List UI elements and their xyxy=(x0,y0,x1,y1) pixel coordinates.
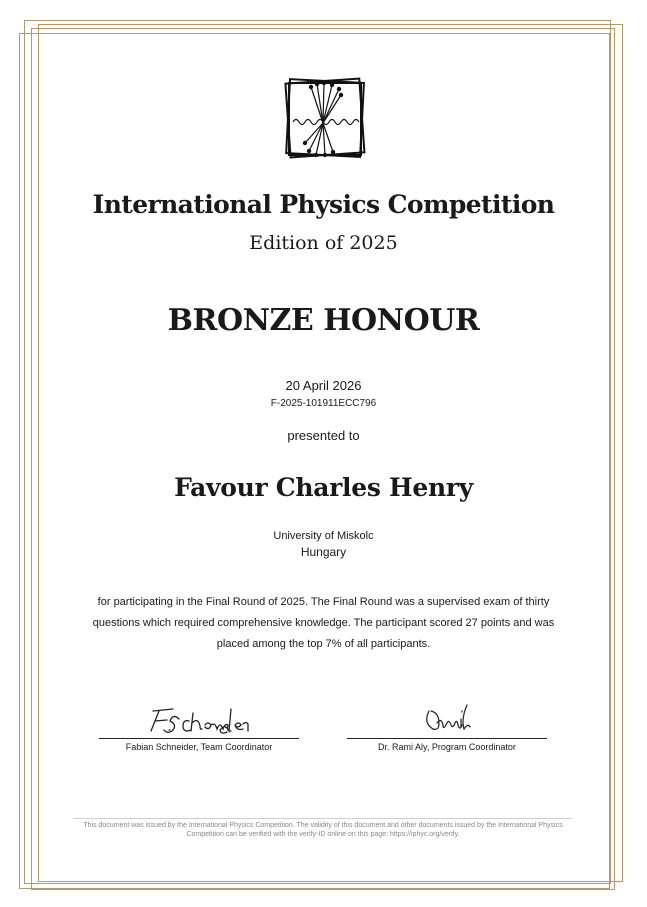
signature-line xyxy=(99,738,299,739)
university-name: University of Miskolc xyxy=(273,530,374,542)
issue-date: 20 April 2026 xyxy=(285,378,362,393)
signature-image xyxy=(139,699,259,737)
signature-image xyxy=(407,699,487,737)
award-title: BRONZE HONOUR xyxy=(167,303,480,338)
presented-to-label: presented to xyxy=(287,428,360,443)
signature-block-team-coordinator xyxy=(99,699,299,752)
competition-title: International Physics Competition xyxy=(92,190,555,219)
signature-caption: Dr. Rami Aly, Program Coordinator xyxy=(378,742,516,752)
recipient-name: Favour Charles Henry xyxy=(174,473,473,502)
edition-subtitle: Edition of 2025 xyxy=(249,232,398,254)
footer-divider xyxy=(74,818,572,819)
verification-notice: This document was issued by the International Physics Competition. The validity of this document and other documents issued by the International Physics Competition can be verified with the verify-ID online on this page: https://iphyc.org/verify. xyxy=(83,822,563,838)
achievement-description: for participating in the Final Round of 2025. The Final Round was a supervised exam of thirty questions which required comprehensive knowledge. The participant scored 27 points and was placed among the top 7% of all participants. xyxy=(92,596,555,650)
physics-logo-icon xyxy=(279,73,371,165)
signature-line xyxy=(347,738,547,739)
signature-caption: Fabian Schneider, Team Coordinator xyxy=(125,742,273,752)
certificate-id: F-2025-101911ECC796 xyxy=(270,398,377,409)
country-name: Hungary xyxy=(300,545,347,559)
signature-block-program-coordinator xyxy=(347,699,547,752)
